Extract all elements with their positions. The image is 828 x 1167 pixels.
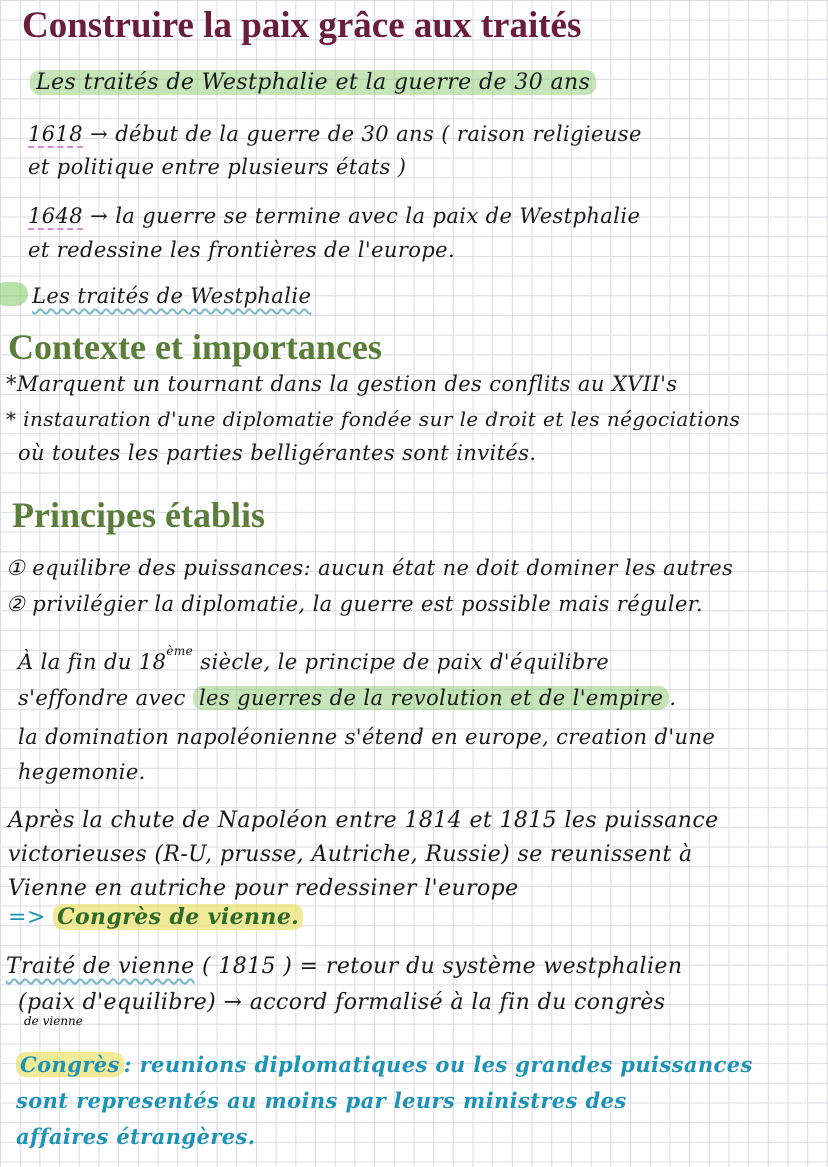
definition-line-2: sont representés au moins par leurs ministres des <box>16 1088 627 1113</box>
text-1618: → début de la guerre de 30 ans ( raison religieuse <box>83 122 642 146</box>
fin-line-2 <box>18 686 676 710</box>
traite-vienne-text: Traité de vienne <box>6 954 195 979</box>
highlight-congres-vienne: Congrès de vienne. <box>53 904 303 930</box>
fin-line-3: la domination napoléonienne s'étend en europe, creation d'une <box>18 725 716 749</box>
year-1648: 1648 <box>28 204 84 228</box>
definition-line-1 <box>16 1052 753 1077</box>
contexte-line-1: *Marquent un tournant dans la gestion des conflits au XVII's <box>6 372 678 396</box>
traites-westphalie-text: Les traités de Westphalie <box>32 284 312 308</box>
apres-line-3: Vienne en autriche pour redessiner l'europe <box>8 876 519 901</box>
highlight-guerres: les guerres de la revolution et de l'empire <box>193 686 669 710</box>
year-1618: 1618 <box>28 122 84 146</box>
note-line-1618 <box>28 122 642 146</box>
traite-small-note: de vienne <box>24 1014 83 1028</box>
fin-text-b: siècle, le principe de paix d'équilibre <box>193 650 610 674</box>
highlight-marker <box>0 282 28 306</box>
note-line-1618-cont: et politique entre plusieurs états ) <box>28 155 407 179</box>
fin-line-4: hegemonie. <box>18 760 146 784</box>
traite-rest-text: ( 1815 ) = retour du système westphalien <box>194 954 683 979</box>
heading-principes: Principes établis <box>12 495 265 535</box>
contexte-line-2: * instauration d'une diplomatie fondée sur le droit et les négociations <box>6 407 741 431</box>
definition-text-1: : reunions diplomatiques ou les grandes puissances <box>123 1052 753 1077</box>
arrow-symbol: => <box>8 905 54 930</box>
traite-line-1 <box>6 954 682 979</box>
fin2-text-b: . <box>669 686 677 710</box>
note-line-1648 <box>28 204 640 228</box>
highlight-westphalie: Les traités de Westphalie et la guerre de 30 ans <box>30 70 596 95</box>
principe-2: ② privilégier la diplomatie, la guerre est possible mais réguler. <box>6 592 703 616</box>
note-line-1648-cont: et redessine les frontières de l'europe. <box>28 238 456 262</box>
fin-line-1 <box>18 644 610 674</box>
page-title: Construire la paix grâce aux traités <box>22 5 582 46</box>
contexte-line-3: où toutes les parties belligérantes sont invités. <box>18 441 537 465</box>
apres-line-1: Après la chute de Napoléon entre 1814 et 1815 les puissance <box>8 808 719 833</box>
highlight-congres-label: Congrès <box>16 1052 124 1077</box>
heading-contexte: Contexte et importances <box>8 327 382 367</box>
fin-superscript: ème <box>166 644 194 658</box>
text-1648: → la guerre se termine avec la paix de Westphalie <box>83 204 641 228</box>
apres-line-2: victorieuses (R-U, prusse, Autriche, Russie) se reunissent à <box>8 842 693 867</box>
note-line-westphalie-title <box>30 70 596 95</box>
principe-1: ① equilibre des puissances: aucun état ne doit dominer les autres <box>6 556 734 580</box>
definition-line-3: affaires étrangères. <box>16 1124 256 1149</box>
traite-line-2: (paix d'equilibre) → accord formalisé à la fin du congrès <box>18 990 666 1015</box>
note-line-traites <box>32 284 311 308</box>
congres-vienne-line <box>8 904 303 930</box>
fin-text-a: À la fin du 18 <box>18 650 167 674</box>
fin2-text-a: s'effondre avec <box>18 686 193 710</box>
